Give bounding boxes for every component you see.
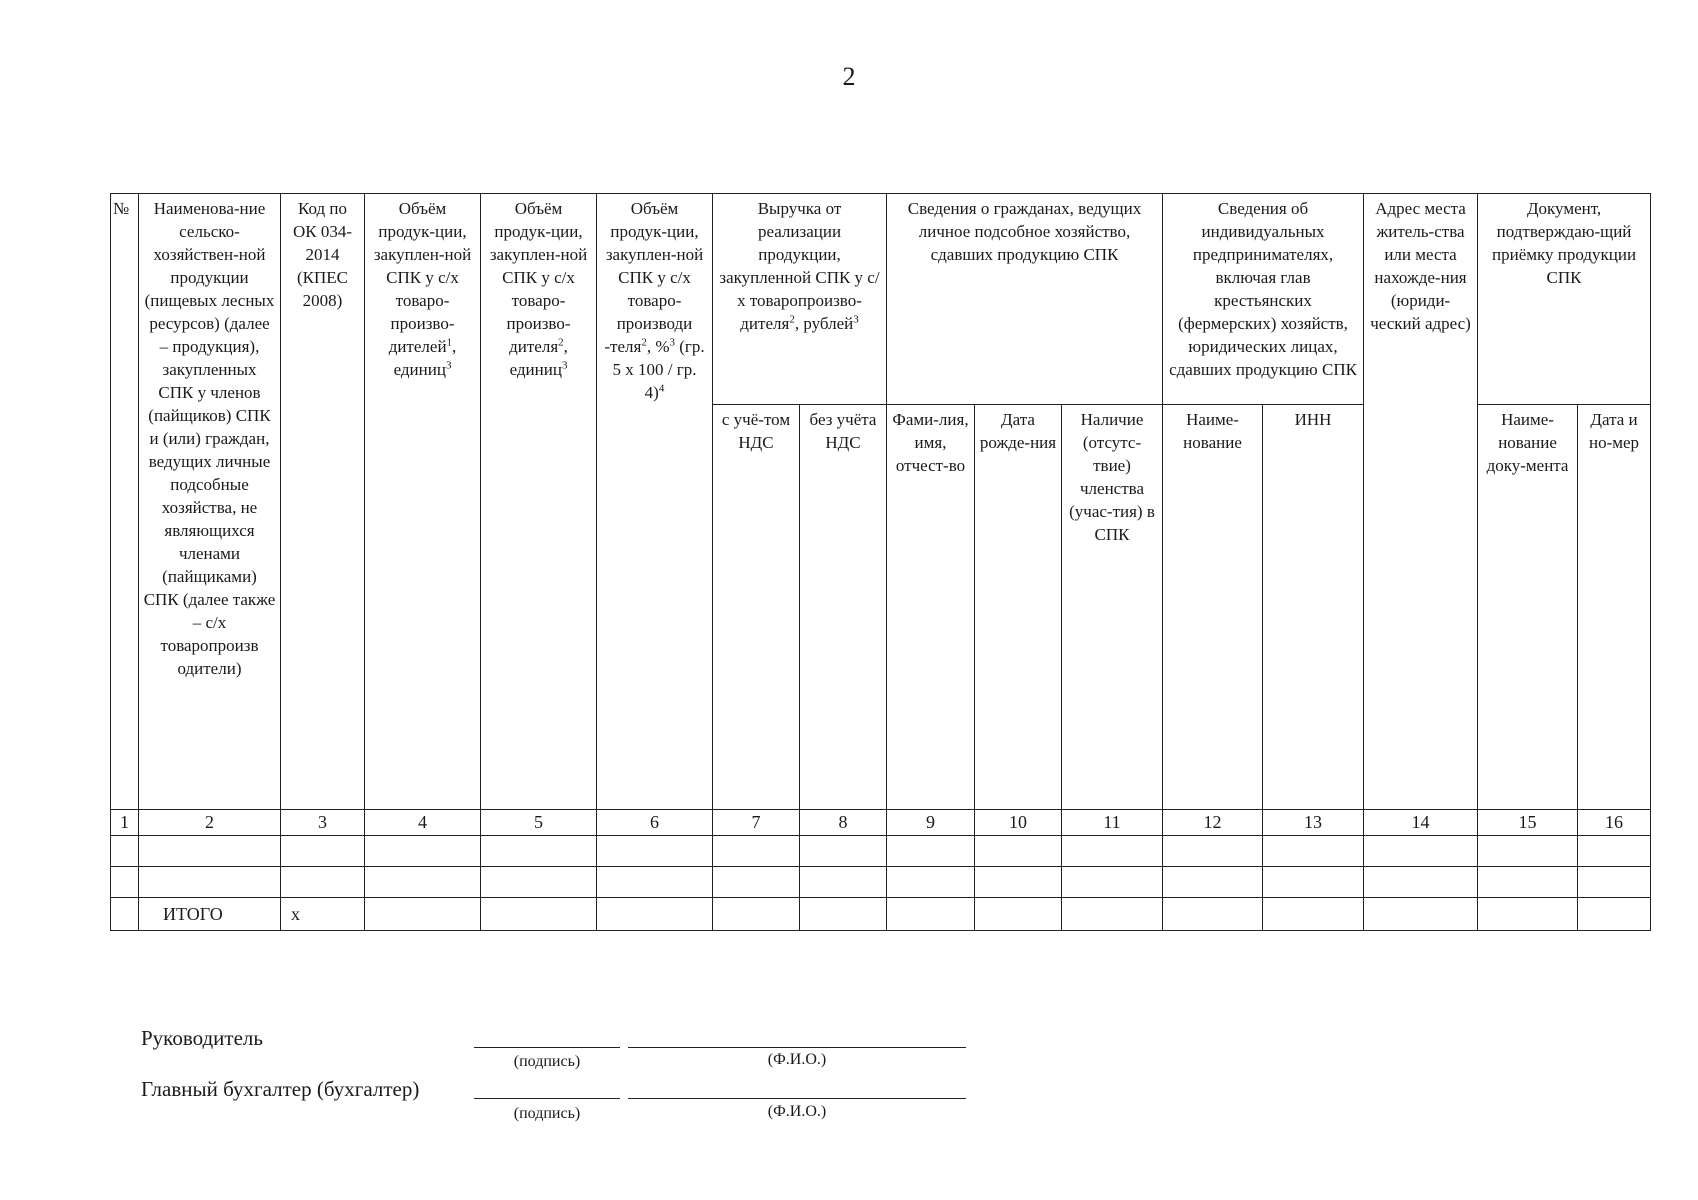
table-cell <box>1578 898 1651 931</box>
table-cell <box>1263 836 1364 867</box>
table-cell <box>1062 898 1163 931</box>
table-cell <box>800 867 887 898</box>
table-cell <box>887 898 975 931</box>
table-cell <box>1263 898 1364 931</box>
table-cell <box>281 867 365 898</box>
header-col-no: № <box>111 194 139 810</box>
column-number: 14 <box>1364 810 1478 836</box>
header-with-vat: с учё-том НДС <box>713 405 800 810</box>
header-document-group: Документ, подтверждаю-щий приёмку продукции СПК <box>1478 194 1651 405</box>
total-code: x <box>281 898 365 931</box>
head-signature-caption: (подпись) <box>513 1053 581 1070</box>
table-cell <box>1062 867 1163 898</box>
table-cell <box>713 836 800 867</box>
header-document-date: Дата и но-мер <box>1578 405 1651 810</box>
footnote-mark: 3 <box>669 336 675 349</box>
table-cell <box>887 836 975 867</box>
header-volume-total-text: Объём продук-ции, закуплен-ной СПК у с/х товаро-произво-дителей <box>373 199 472 356</box>
header-membership: Наличие (отсутс-твие) членства (учас-тия) в СПК <box>1062 405 1163 810</box>
page-number: 2 <box>842 62 856 91</box>
header-document-name: Наиме-нование доку-мента <box>1478 405 1578 810</box>
column-number: 5 <box>481 810 597 836</box>
header-volume-total <box>365 194 481 810</box>
table-cell <box>481 898 597 931</box>
header-revenue-text: Выручка от реализации продукции, закупленной СПК у с/х товаропроизво-дителя <box>719 199 880 333</box>
header-volume-percent-text: Объём продук-ции, закуплен-ной СПК у с/х товаро-производи -теля <box>604 199 704 356</box>
table-cell <box>111 898 139 931</box>
table-cell <box>139 836 281 867</box>
footnote-mark: 2 <box>558 336 564 349</box>
table-cell <box>975 867 1062 898</box>
table-cell <box>800 898 887 931</box>
header-code: Код по ОК 034-2014 (КПЕС 2008) <box>281 194 365 810</box>
table-cell <box>800 836 887 867</box>
header-inn: ИНН <box>1263 405 1364 810</box>
table-cell <box>1478 836 1578 867</box>
table-cell <box>481 867 597 898</box>
table-cell <box>597 898 713 931</box>
footnote-mark: 3 <box>853 313 859 326</box>
accountant-name-line <box>628 1098 966 1099</box>
table-cell <box>1163 836 1263 867</box>
head-signature-label: Руководитель <box>141 1026 263 1050</box>
footnote-mark: 1 <box>446 336 453 349</box>
column-number: 11 <box>1062 810 1163 836</box>
table-cell <box>139 867 281 898</box>
header-volume-total-tail: , единиц <box>393 337 457 379</box>
header-volume-percent-tail: (гр. 5 x 100 / гр. 4) <box>612 337 705 402</box>
table-cell <box>481 836 597 867</box>
accountant-name-caption: (Ф.И.О.) <box>767 1103 827 1120</box>
table-cell <box>713 898 800 931</box>
table-cell <box>1364 867 1478 898</box>
column-number: 8 <box>800 810 887 836</box>
header-citizens-group: Сведения о гражданах, ведущих личное подсобное хозяйство, сдавших продукцию СПК <box>887 194 1163 405</box>
column-number: 13 <box>1263 810 1364 836</box>
footnote-mark: 3 <box>445 359 452 372</box>
header-full-name: Фами-лия, имя, отчест-во <box>887 405 975 810</box>
accountant-signature-caption: (подпись) <box>513 1105 581 1122</box>
header-revenue-tail: , рублей <box>794 314 854 333</box>
column-number: 4 <box>365 810 481 836</box>
head-signature-line <box>474 1047 620 1048</box>
header-volume-producer-tail: , единиц <box>509 337 568 379</box>
header-volume-producer-text: Объём продук-ции, закуплен-ной СПК у с/х товаро-произво-дителя <box>489 199 588 356</box>
column-number: 15 <box>1478 810 1578 836</box>
table-cell <box>1364 836 1478 867</box>
header-volume-percent <box>597 194 713 810</box>
table-row <box>111 867 1651 898</box>
column-number: 3 <box>281 810 365 836</box>
header-revenue-group <box>713 194 887 405</box>
header-entity-name: Наиме-нование <box>1163 405 1263 810</box>
head-name-caption: (Ф.И.О.) <box>767 1051 827 1068</box>
total-row <box>111 898 1651 931</box>
table-cell <box>597 867 713 898</box>
header-address: Адрес места житель-ства или места нахожде-ния (юриди-ческий адрес) <box>1364 194 1478 810</box>
table-cell <box>111 867 139 898</box>
table-cell <box>887 867 975 898</box>
table-cell <box>281 836 365 867</box>
header-volume-producer <box>481 194 597 810</box>
total-label: ИТОГО <box>139 898 281 931</box>
footnote-mark: 3 <box>561 359 568 372</box>
column-number: 9 <box>887 810 975 836</box>
table-cell <box>365 898 481 931</box>
footnote-mark: 2 <box>789 313 795 326</box>
table-cell <box>1478 867 1578 898</box>
header-entrepreneurs-group: Сведения об индивидуальных предпринимателях, включая глав крестьянских (фермерских) хозяйств, юридических лицах, сдавших продукцию СПК <box>1163 194 1364 405</box>
table-cell <box>1163 867 1263 898</box>
column-number: 6 <box>597 810 713 836</box>
head-name-line <box>628 1047 966 1048</box>
footnote-mark: 4 <box>658 382 665 395</box>
table-cell <box>975 898 1062 931</box>
table-cell <box>1478 898 1578 931</box>
header-volume-percent-mid: , % <box>646 337 670 356</box>
header-without-vat: без учёта НДС <box>800 405 887 810</box>
table-cell <box>1578 867 1651 898</box>
column-number: 16 <box>1578 810 1651 836</box>
table-cell <box>1163 898 1263 931</box>
column-number: 1 <box>111 810 139 836</box>
header-row-1 <box>111 194 1651 405</box>
table-cell <box>713 867 800 898</box>
table-row <box>111 836 1651 867</box>
column-number: 2 <box>139 810 281 836</box>
column-number: 12 <box>1163 810 1263 836</box>
table-cell <box>1062 836 1163 867</box>
accountant-signature-line <box>474 1098 620 1099</box>
table-cell <box>111 836 139 867</box>
table-cell <box>365 867 481 898</box>
table-cell <box>1263 867 1364 898</box>
footnote-mark: 2 <box>641 336 647 349</box>
column-number: 10 <box>975 810 1062 836</box>
column-number-row <box>111 810 1651 836</box>
table-cell <box>597 836 713 867</box>
header-product-name: Наименова-ние сельско-хозяйствен-ной продукции (пищевых лесных ресурсов) (далее – продукция), закупленных СПК у членов (пайщиков) СПК и (или) граждан, ведущих личные подсобные хозяйства, не являющихся членами (пайщиками) СПК (далее также – с/х товаропроизв одители) <box>139 194 281 810</box>
table-cell <box>1578 836 1651 867</box>
header-birth-date: Дата рожде-ния <box>975 405 1062 810</box>
table-cell <box>365 836 481 867</box>
table-cell <box>975 836 1062 867</box>
purchase-table <box>110 193 1651 931</box>
table-cell <box>1364 898 1478 931</box>
accountant-signature-label: Главный бухгалтер (бухгалтер) <box>141 1077 420 1101</box>
column-number: 7 <box>713 810 800 836</box>
